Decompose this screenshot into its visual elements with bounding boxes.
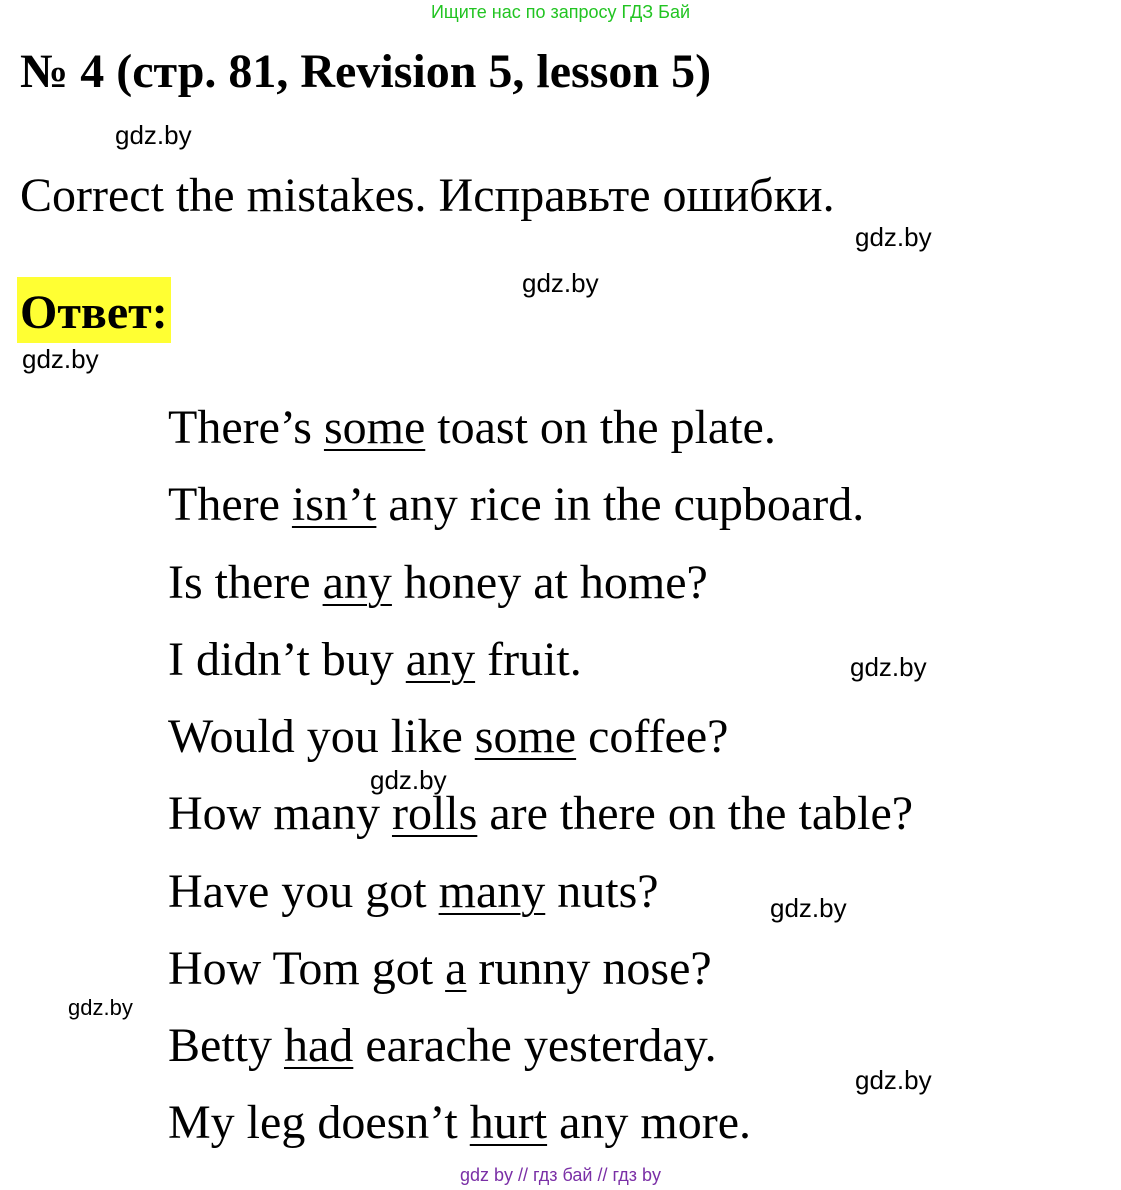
corrected-word: any	[322, 556, 392, 609]
watermark: gdz.by	[370, 765, 447, 795]
item-sentence: Would you like some coffee?	[168, 710, 729, 763]
item-sentence: My leg doesn’t hurt any more.	[168, 1096, 752, 1149]
corrected-word: any	[405, 633, 476, 686]
watermark: gdz.by	[522, 268, 599, 298]
task-instruction: Correct the mistakes. Исправьте ошибки.	[20, 169, 835, 222]
item-sentence: I didn’t buy any fruit.	[168, 633, 582, 686]
search-banner: Ищите нас по запросу ГДЗ Бай	[430, 2, 691, 22]
watermark: gdz.by	[850, 652, 927, 682]
watermark: gdz.by	[22, 344, 99, 374]
watermark: gdz.by	[115, 120, 192, 150]
corrected-word: rolls	[391, 787, 478, 840]
exercise-title: № 4 (стр. 81, Revision 5, lesson 5)	[20, 45, 712, 98]
watermark: gdz.by	[855, 222, 932, 252]
watermark: gdz.by	[68, 995, 133, 1020]
watermark: gdz.by	[855, 1065, 932, 1095]
corrected-word: a	[445, 942, 467, 995]
corrected-word: hurt	[469, 1096, 548, 1149]
corrected-word: isn’t	[291, 478, 377, 531]
corrected-word: some	[323, 401, 426, 454]
watermark: gdz.by	[770, 893, 847, 923]
item-sentence: How many rolls are there on the table?	[168, 787, 914, 840]
item-sentence: There’s some toast on the plate.	[168, 401, 776, 454]
item-sentence: There isn’t any rice in the cupboard.	[168, 478, 865, 531]
item-sentence: Is there any honey at home?	[168, 556, 708, 609]
footer-watermark: gdz by // гдз бай // гдз by	[459, 1165, 662, 1185]
corrected-word: some	[474, 710, 577, 763]
item-sentence: Have you got many nuts?	[168, 865, 659, 918]
corrected-word: many	[438, 865, 546, 918]
item-sentence: How Tom got a runny nose?	[168, 942, 712, 995]
answer-label: Ответ:	[17, 277, 171, 343]
corrected-word: had	[284, 1019, 354, 1072]
item-sentence: Betty had earache yesterday.	[168, 1019, 717, 1072]
